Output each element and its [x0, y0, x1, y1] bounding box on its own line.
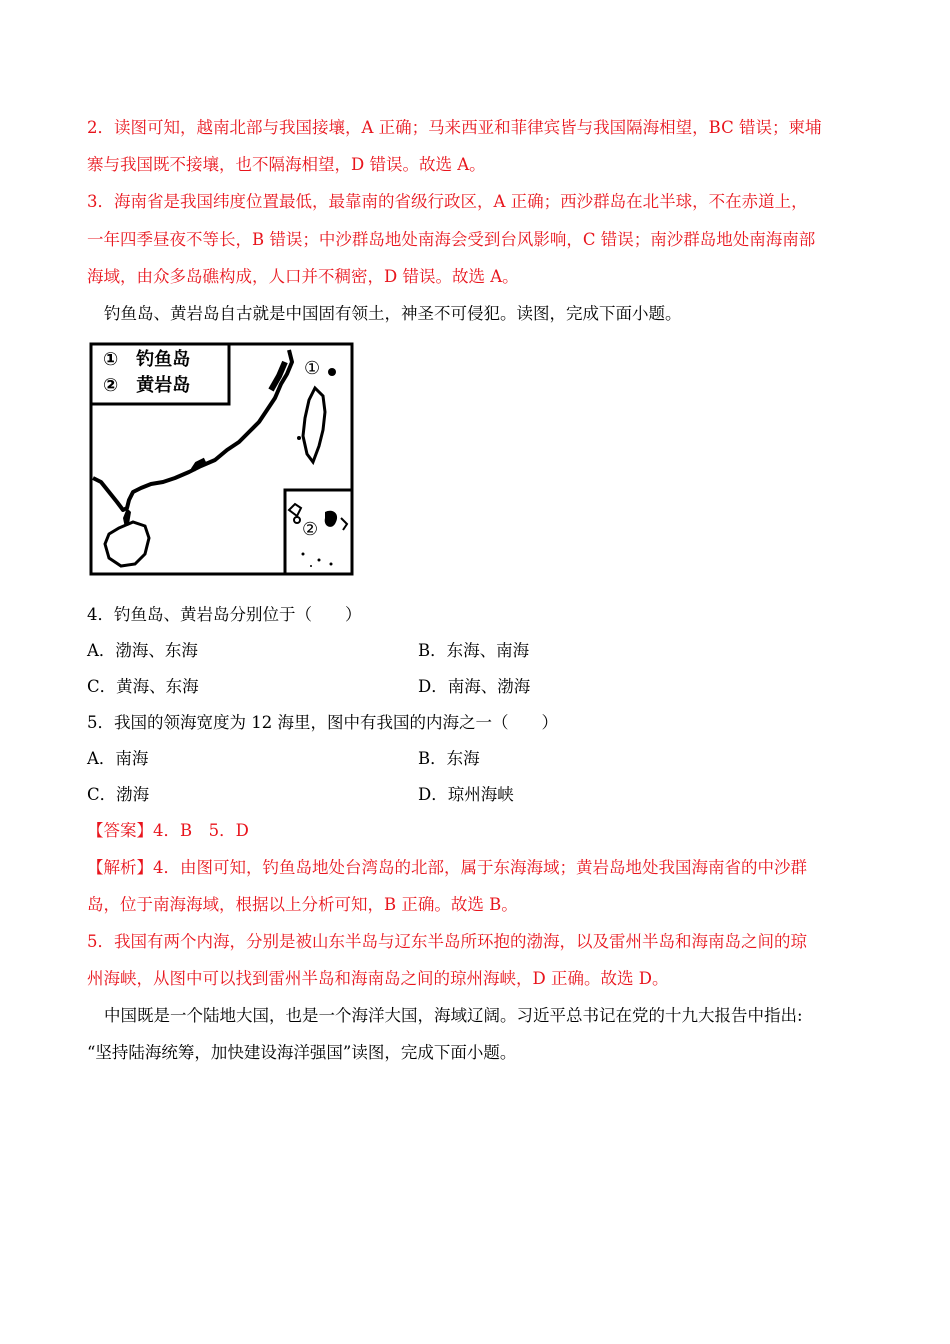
answer-line: 【答案】4．B 5．D [87, 821, 249, 840]
q3-explanation-line1: 3．海南省是我国纬度位置最低，最靠南的省级行政区，A 正确；西沙群岛在北半球，不在赤道上， [87, 192, 808, 211]
q4-stem: 4．钓鱼岛、黄岩岛分别位于（ ） [87, 605, 362, 624]
analysis-line2: 岛，位于南海海域，根据以上分析可知，B 正确。故选 B。 [87, 895, 518, 914]
q5-stem: 5．我国的领海宽度为 12 海里，图中有我国的内海之一（ ） [87, 713, 558, 732]
q4-option-c: C．黄海、东海 [87, 677, 199, 696]
intro-paragraph-2-line2: “坚持陆海统筹，加快建设海洋强国”读图，完成下面小题。 [87, 1043, 517, 1062]
q5-option-b: B．东海 [418, 749, 480, 768]
marker-diaoyu: ① [304, 358, 321, 379]
legend-huangyan: ② 黄岩岛 [103, 375, 191, 396]
q5-option-c: C．渤海 [87, 785, 150, 804]
q4-option-b: B．东海、南海 [418, 641, 530, 660]
analysis-line1: 【解析】4．由图可知，钓鱼岛地处台湾岛的北部，属于东海海域；黄岩岛地处我国海南省的中沙群 [87, 858, 807, 877]
intro-paragraph-1: 钓鱼岛、黄岩岛自古就是中国固有领土，神圣不可侵犯。读图，完成下面小题。 [104, 304, 682, 323]
analysis-line4: 州海峡，从图中可以找到雷州半岛和海南岛之间的琼州海峡，D 正确。故选 D。 [87, 969, 669, 988]
analysis-line3: 5．我国有两个内海，分别是被山东半岛与辽东半岛所环抱的渤海，以及雷州半岛和海南岛之间的琼 [87, 932, 807, 951]
q5-option-d: D．琼州海峡 [418, 785, 514, 804]
q3-explanation-line2: 一年四季昼夜不等长，B 错误；中沙群岛地处南海会受到台风影响，C 错误；南沙群岛地处南海南部 [87, 230, 816, 249]
q2-explanation-line1: 2．读图可知，越南北部与我国接壤，A 正确；马来西亚和菲律宾皆与我国隔海相望，BC 错误；柬埔 [87, 118, 822, 137]
q5-option-a: A．南海 [87, 749, 149, 768]
q2-explanation-line2: 寨与我国既不接壤，也不隔海相望，D 错误。故选 A。 [87, 155, 486, 174]
intro-paragraph-2-line1: 中国既是一个陆地大国，也是一个海洋大国，海域辽阔。习近平总书记在党的十九大报告中指出: [104, 1006, 803, 1025]
legend-diaoyu: ① 钓鱼岛 [103, 349, 191, 370]
q4-option-d: D．南海、渤海 [418, 677, 531, 696]
q4-option-a: A．渤海、东海 [87, 641, 198, 660]
q3-explanation-line3: 海域，由众多岛礁构成，人口并不稠密，D 错误。故选 A。 [87, 267, 519, 286]
map-figure [89, 342, 354, 576]
marker-huangyan: ② [302, 519, 319, 540]
